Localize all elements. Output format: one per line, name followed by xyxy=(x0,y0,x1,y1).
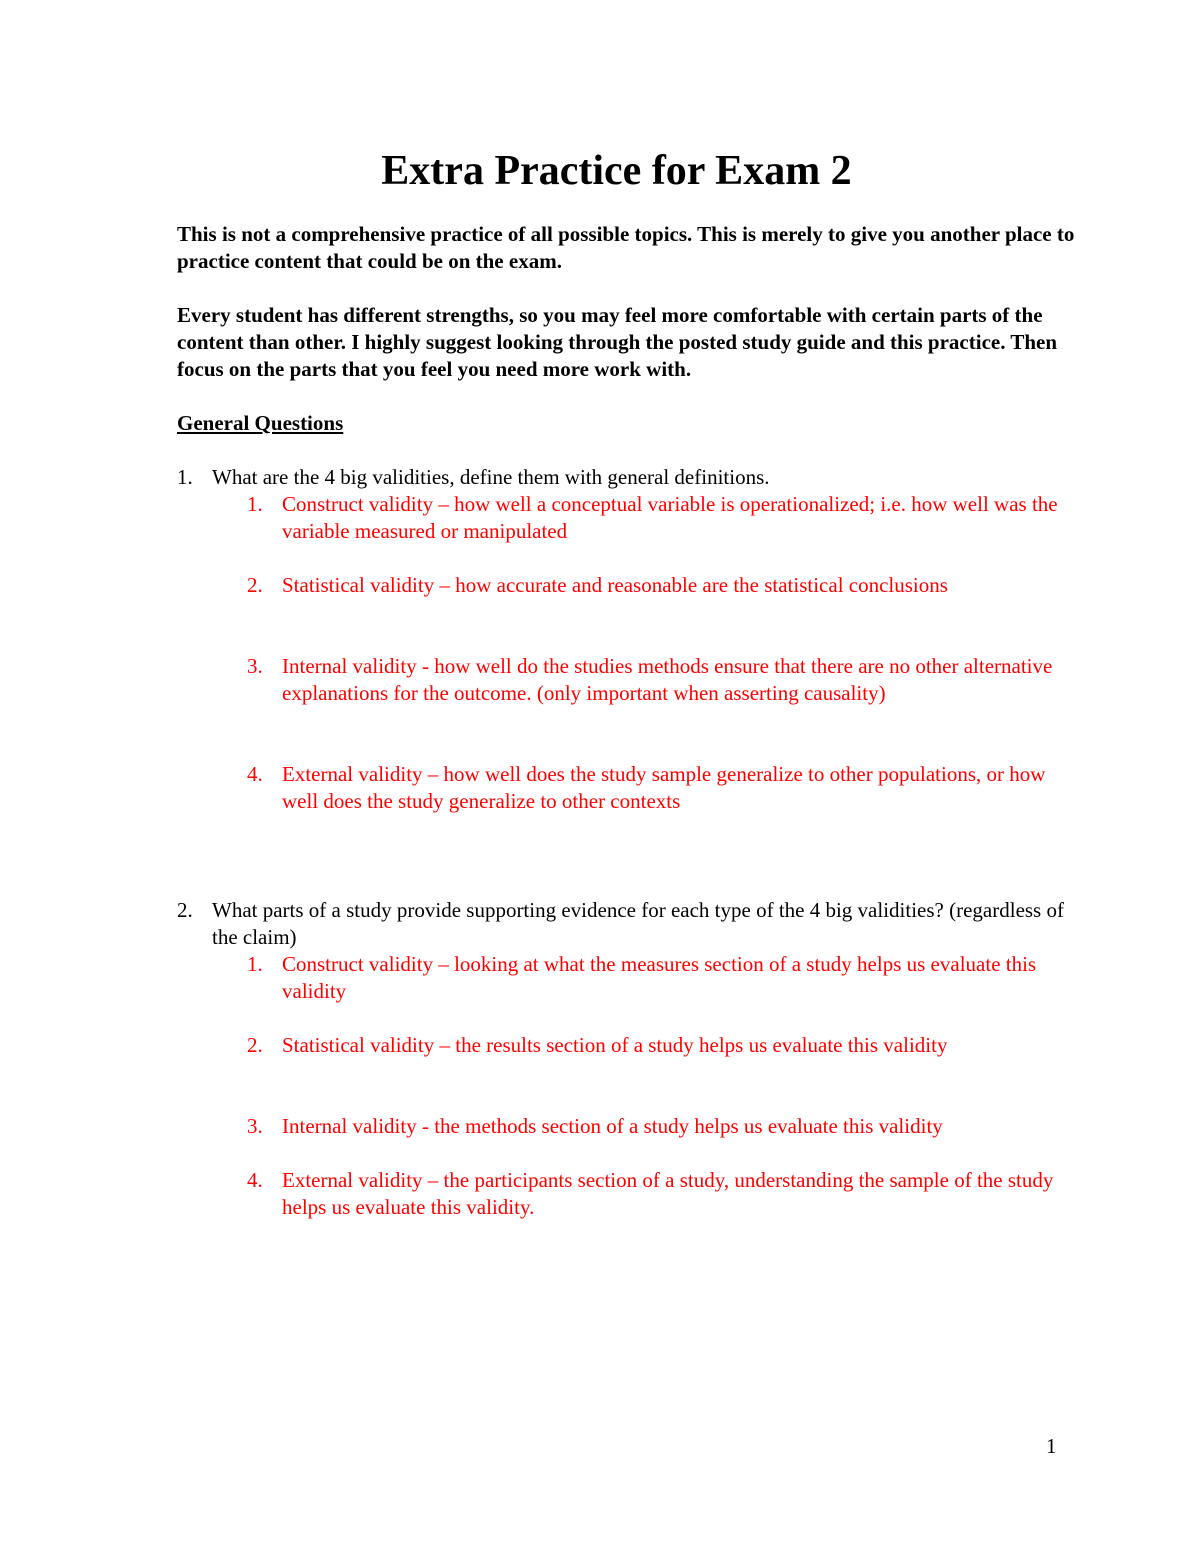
answer-text: Construct validity – how well a conceptual variable is operationalized; i.e. how well was the variable measured or manipulated xyxy=(282,492,1058,543)
answer-text: Statistical validity – the results section of a study helps us evaluate this validity xyxy=(282,1033,948,1057)
intro-paragraph-1: This is not a comprehensive practice of all possible topics. This is merely to give you another place to practice content that could be on the exam. xyxy=(177,222,1075,273)
answer-text: Construct validity – looking at what the measures section of a study helps us evaluate this validity xyxy=(282,952,1037,1003)
answer-number: 3. xyxy=(247,1114,263,1138)
answer-text: External validity – how well does the study sample generalize to other populations, or how well does the study generalize to other contexts xyxy=(282,762,1046,813)
question-number: 1. xyxy=(177,465,193,489)
answer-number: 2. xyxy=(247,1033,263,1057)
question-text: What are the 4 big validities, define them with general definitions. xyxy=(212,465,770,489)
answer-text: External validity – the participants section of a study, understanding the sample of the study helps us evaluate this validity. xyxy=(282,1168,1054,1219)
answer-number: 4. xyxy=(247,1168,263,1192)
question-text: What parts of a study provide supporting evidence for each type of the 4 big validities? (regardless of the claim) xyxy=(212,898,1064,949)
answer-number: 4. xyxy=(247,762,263,786)
answer-text: Statistical validity – how accurate and reasonable are the statistical conclusions xyxy=(282,573,948,597)
answer-number: 1. xyxy=(247,952,263,976)
answer-number: 1. xyxy=(247,492,263,516)
answer-number: 2. xyxy=(247,573,263,597)
question-number: 2. xyxy=(177,898,193,922)
section-heading: General Questions xyxy=(177,411,344,435)
answer-text: Internal validity - how well do the studies methods ensure that there are no other alternative explanations for the outcome. (only important when asserting causality) xyxy=(282,654,1053,705)
answer-text: Internal validity - the methods section of a study helps us evaluate this validity xyxy=(282,1114,943,1138)
page-number: 1 xyxy=(1046,1434,1057,1458)
intro-paragraph-2: Every student has different strengths, so you may feel more comfortable with certain parts of the content than other. I highly suggest looking through the posted study guide and this practice. Then focus on the parts that you feel you need more work with. xyxy=(177,303,1058,381)
document-title: Extra Practice for Exam 2 xyxy=(381,148,852,194)
answer-number: 3. xyxy=(247,654,263,678)
